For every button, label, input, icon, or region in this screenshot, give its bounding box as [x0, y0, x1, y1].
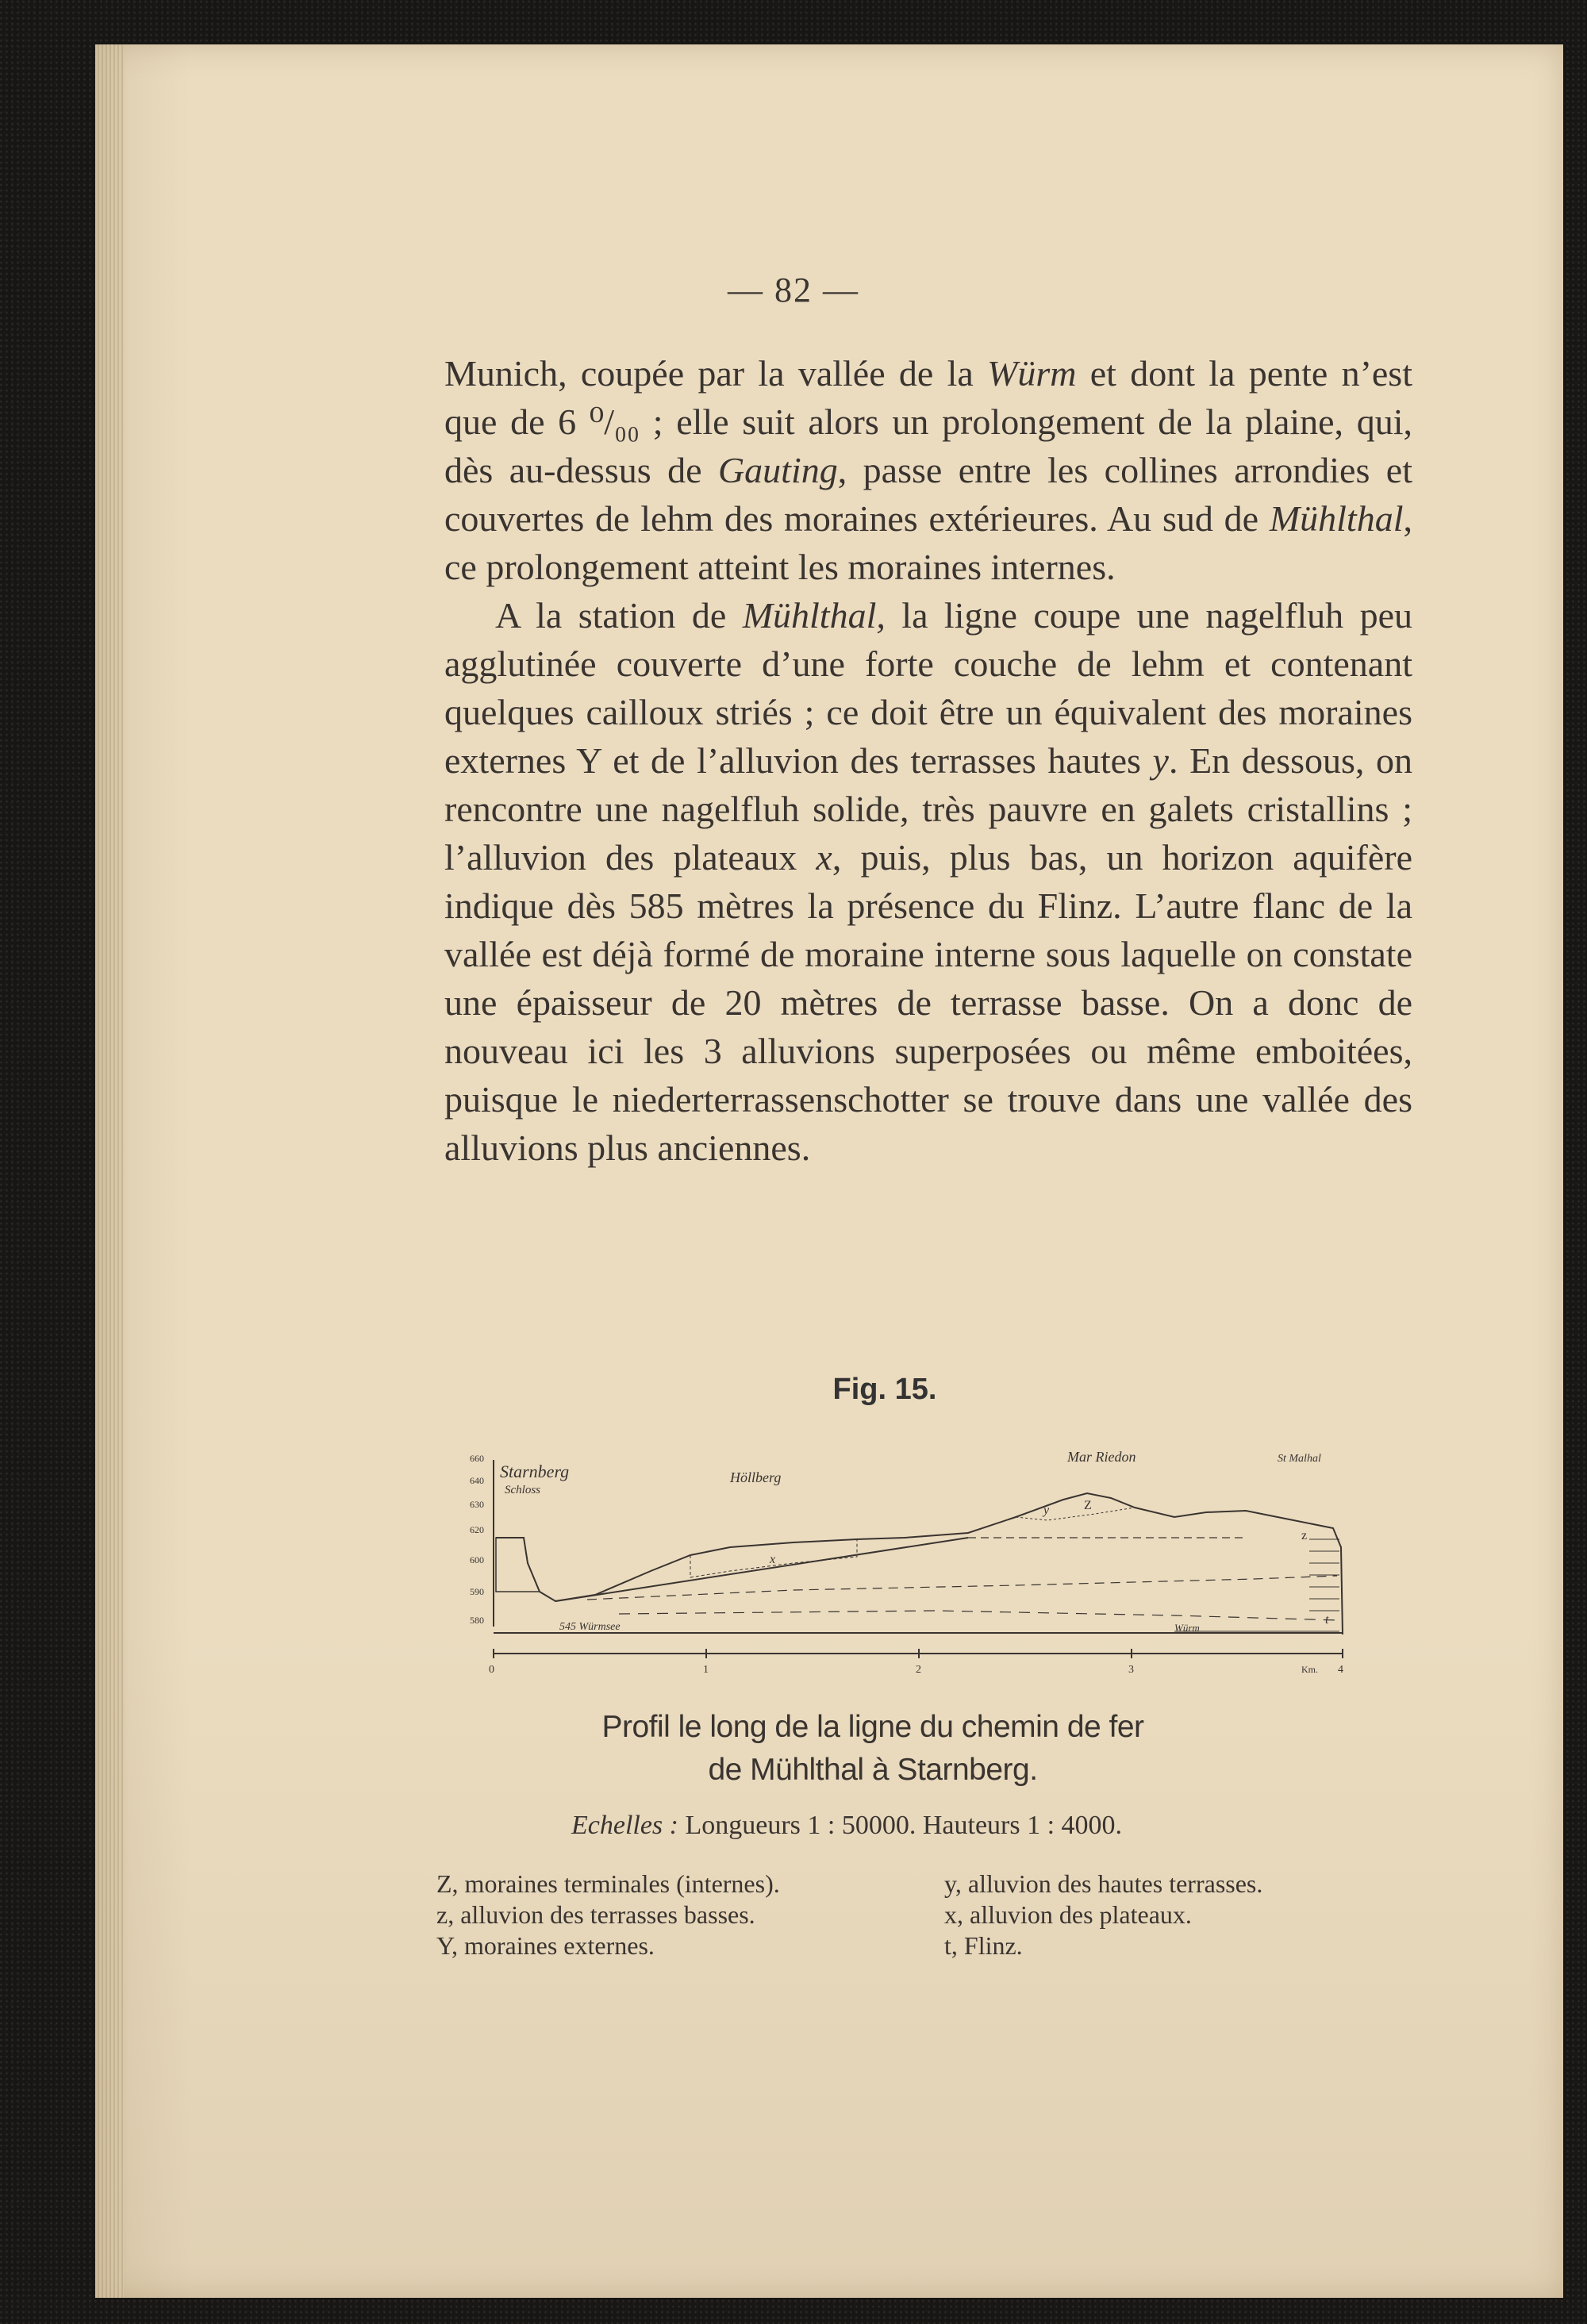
stratum-label-y: y — [1043, 1504, 1050, 1517]
boundary-flinz — [619, 1611, 1337, 1620]
place-wurm: Würm — [987, 353, 1077, 394]
distance-unit-km: Km. — [1301, 1664, 1318, 1675]
figure-title: Fig. 15. — [832, 1373, 937, 1406]
elev-label-6: 580 — [470, 1615, 484, 1626]
distance-label-4: 4 — [1338, 1664, 1343, 1676]
symbol-x: x — [816, 837, 832, 878]
label-mar-riedon: Mar Riedon — [1067, 1449, 1136, 1465]
label-st-malhal: St Malhal — [1278, 1453, 1321, 1465]
profile-svg — [460, 1444, 1357, 1690]
legend-left-column — [436, 1869, 928, 1961]
scales-values: Longueurs 1 : 50000. Hauteurs 1 : 4000. — [685, 1811, 1123, 1840]
ground-surface-line — [496, 1493, 1343, 1634]
legend-item: Z, moraines terminales (internes). — [436, 1869, 780, 1898]
distance-label-1: 1 — [703, 1664, 709, 1676]
symbol-y: y — [1152, 740, 1169, 781]
page-edges — [95, 44, 124, 2298]
elev-label-3: 620 — [470, 1524, 484, 1535]
legend-item: t, Flinz. — [944, 1931, 1023, 1960]
label-wurmsee: 545 Würmsee — [559, 1621, 621, 1633]
place-gauting: Gauting — [717, 450, 838, 490]
legend-item: y, alluvion des hautes terrasses. — [944, 1869, 1263, 1898]
legend-item: z, alluvion des terrasses basses. — [436, 1900, 755, 1929]
legend-item: x, alluvion des plateaux. — [944, 1900, 1192, 1929]
elev-label-5: 590 — [470, 1586, 484, 1597]
place-muhlthal: Mühlthal — [1269, 498, 1404, 539]
stratum-label-z: z — [1301, 1529, 1308, 1542]
elev-label-4: 600 — [470, 1554, 484, 1565]
label-hollberg: Höllberg — [730, 1469, 782, 1485]
caption-line-2: de Mühlthal à Starnberg. — [708, 1753, 1038, 1787]
distance-label-0: 0 — [489, 1664, 494, 1676]
body-text — [444, 349, 1412, 1172]
caption-line-1: Profil le long de la ligne du chemin de fer — [601, 1710, 1144, 1744]
legend-right-column — [944, 1869, 1420, 1961]
elev-label-2: 630 — [470, 1499, 484, 1510]
elev-label-0: 660 — [470, 1453, 484, 1464]
label-schloss: Schloss — [505, 1484, 540, 1496]
label-wurm: Würm — [1174, 1622, 1200, 1634]
distance-label-2: 2 — [916, 1664, 921, 1676]
distance-label-3: 3 — [1128, 1664, 1134, 1676]
scales-label: Echelles : — [571, 1811, 678, 1840]
stratum-label-Z: Z — [1084, 1499, 1092, 1512]
geological-profile-figure — [460, 1444, 1357, 1690]
label-starnberg: Starnberg — [500, 1462, 570, 1481]
figure-caption — [476, 1706, 1270, 1792]
stratum-starnberg — [496, 1538, 540, 1592]
place-muhlthal-2: Mühlthal, — [742, 595, 886, 636]
stratum-label-t: t — [1325, 1613, 1329, 1627]
legend-item: Y, moraines externes. — [436, 1931, 655, 1960]
paragraph-2: A la station de Mühlthal, la ligne coupe une nagelfluh peu agglutinée couverte d’une forte couche de lehm et contenant quelques cailloux striés ; ce doit être un équivalent des moraines externes Y et de l’alluvion des terrasses hautes y. En dessous, on rencontre une nagelfluh solide, très pauvre en galets cristallins ; l’alluvion des plateaux x, puis, plus bas, un horizon aquifère indique dès 585 mètres la présence du Flinz. L’autre flanc de la vallée est déjà formé de moraine interne sous laquelle on constate une épaisseur de 20 mètres de terrasse basse. On a donc de nouveau ici les 3 alluvions superposées ou même emboitées, puisque le niederterrassenschotter se trouve dans une vallée des alluvions plus anciennes. — [444, 595, 1412, 1168]
figure-scales — [571, 1811, 1285, 1841]
paragraph-1: Munich, coupée par la vallée de la Würm et dont la pente n’est que de 6 ⁰/₀₀ ; elle suit alors un prolongement de la plaine, qui, dès au-dessus de Gauting, passe entre les collines arrondies et couvertes de lehm des moraines extérieures. Au sud de Mühlthal, ce prolongement atteint les moraines internes. — [444, 353, 1412, 587]
elev-label-1: 640 — [470, 1475, 484, 1486]
stratum-label-x: x — [770, 1553, 776, 1566]
page-number: — 82 — — [728, 271, 859, 309]
stratum-Z — [1016, 1493, 1135, 1520]
